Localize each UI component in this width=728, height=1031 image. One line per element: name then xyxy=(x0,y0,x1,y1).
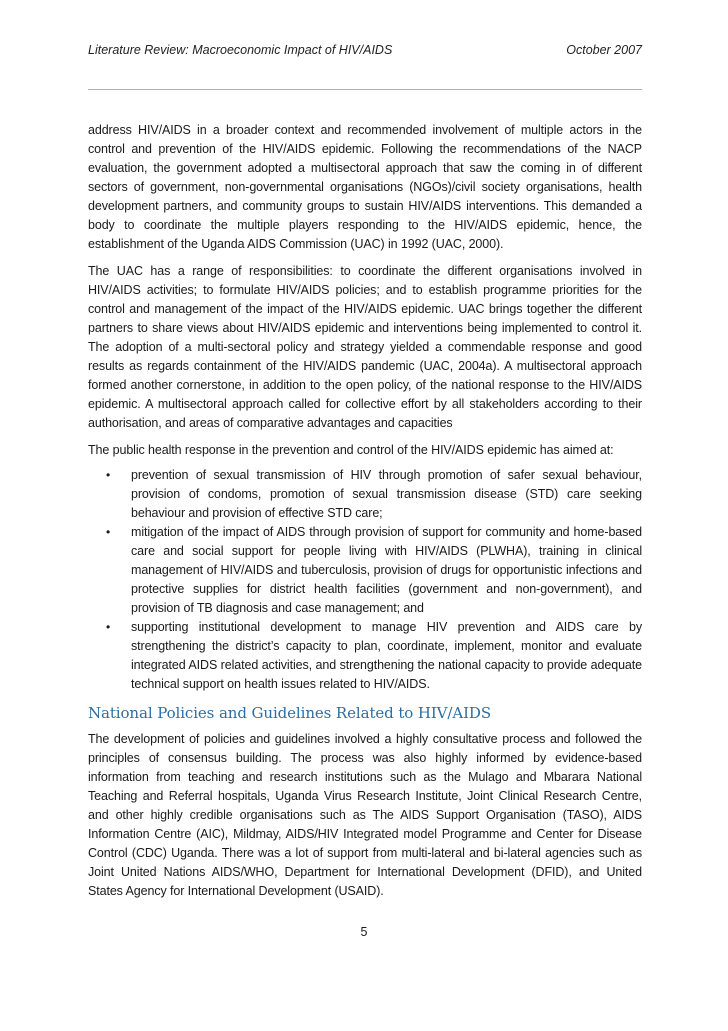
header-date: October 2007 xyxy=(566,43,642,57)
page-header xyxy=(88,43,642,57)
bullet-item xyxy=(88,523,642,618)
bullet-icon: • xyxy=(106,468,111,482)
bullet-item xyxy=(88,618,642,694)
page-body xyxy=(88,121,642,909)
bullet-item xyxy=(88,466,642,523)
bullet-icon: • xyxy=(106,525,111,539)
section-heading: National Policies and Guidelines Related to HIV/AIDS xyxy=(88,704,492,722)
bullet-text: mitigation of the impact of AIDS through provision of support for community and home-based care and social support for people living with HIV/AIDS (PLWHA), training in clinical management of HIV/AIDS and tuberculosis, provision of drugs for opportunistic infections and protective supplies for district health facilities (government and non-government), and provision of TB diagnosis and case management; and xyxy=(131,525,642,615)
bullet-list xyxy=(88,466,642,694)
bullet-icon: • xyxy=(106,620,111,634)
page-number: 5 xyxy=(360,925,368,939)
paragraph-public-health-intro: The public health response in the prevention and control of the HIV/AIDS epidemic has aimed at: xyxy=(88,443,614,457)
bullet-text: supporting institutional development to manage HIV prevention and AIDS care by strengthening the district’s capacity to plan, coordinate, implement, monitor and evaluate integrated AIDS related activities, and strengthening the national capacity to provide adequate technical support on health issues related to HIV/AIDS. xyxy=(131,620,642,691)
paragraph-policies: The development of policies and guidelines involved a highly consultative process and followed the principles of consensus building. The process was also highly informed by evidence-based information from teaching and research institutions such as the Mulago and Mbarara National Teaching and Referral hospitals, Uganda Virus Research Institute, Joint Clinical Research Centre, and other highly credible organisations such as The AIDS Support Organisation (TASO), AIDS Information Centre (AIC), Mildmay, AIDS/HIV Integrated model Programme and Center for Disease Control (CDC) Uganda. There was a lot of support from multi-lateral and bi-lateral agencies such as Joint United Nations AIDS/WHO, Department for International Development (DFID), and United States Agency for International Development (USAID). xyxy=(88,732,642,898)
paragraph-continuation: address HIV/AIDS in a broader context and recommended involvement of multiple actors in the control and prevention of the HIV/AIDS epidemic. Following the recommendations of the NACP evaluation, the government adopted a multisectoral approach that saw the coming in of different sectors of government, non-governmental organisations (NGOs)/civil society organisations, health development partners, and community groups to sustain HIV/AIDS interventions. This demanded a body to coordinate the multiple players responding to the HIV/AIDS epidemic, hence, the establishment of the Uganda AIDS Commission (UAC) in 1992 (UAC, 2000). xyxy=(88,123,642,251)
header-title: Literature Review: Macroeconomic Impact of HIV/AIDS xyxy=(88,43,393,57)
paragraph-uac-responsibilities: The UAC has a range of responsibilities: to coordinate the different organisations involved in HIV/AIDS activities; to formulate HIV/AIDS policies; and to establish programme priorities for the control and management of the impact of the HIV/AIDS epidemic. UAC brings together the different partners to share views about HIV/AIDS epidemic and interventions being implemented to control it. The adoption of a multi-sectoral policy and strategy yielded a commendable response and good results as regards containment of the HIV/AIDS pandemic (UAC, 2004a). A multisectoral approach formed another cornerstone, in addition to the open policy, of the national response to the HIV/AIDS epidemic. A multisectoral approach called for collective effort by all stakeholders according to their authorisation, and areas of comparative advantages and capacities xyxy=(88,264,642,430)
bullet-text: prevention of sexual transmission of HIV through promotion of safer sexual behaviour, provision of condoms, promotion of sexual transmission disease (STD) care seeking behaviour and provision of effective STD care; xyxy=(131,468,642,520)
header-divider xyxy=(88,89,642,90)
